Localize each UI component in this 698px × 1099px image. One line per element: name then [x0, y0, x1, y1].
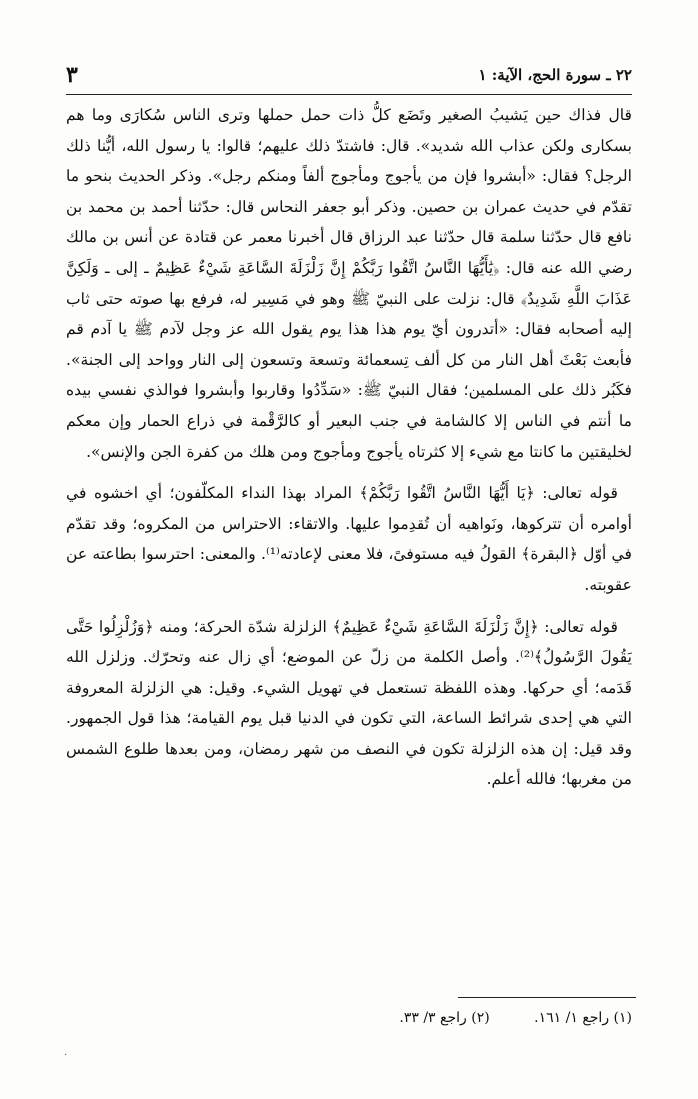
chapter-title: ٢٢ ـ سورة الحج، الآية: ١	[478, 66, 632, 84]
page-number: ٣	[66, 62, 78, 88]
paragraph-3: قوله تعالى: ﴿إِنَّ زَلْزَلَةَ السَّاعَةِ شَيْءٌ عَظِيمٌ﴾ الزلزلة شدّة الحركة؛ ومنه ﴿وَزُلْزِلُوا حَتَّى يَقُولَ الرَّسُولُ﴾⁽²⁾. وأصل الكلمة من زلّ عن الموضع؛ أي زال عنه وتحرّك. وزلزل الله قَدَمه؛ أي حركها. وهذه اللفظة تستعمل في تهويل الشيء. وقيل: هي الزلزلة المعروفة التي هي إحدى شرائط الساعة، التي تكون في الدنيا قبل يوم القيامة؛ هذا قول الجمهور. وقد قيل: إن هذه الزلزلة تكون في النصف من شهر رمضان، ومن بعدها طلوع الشمس من مغربها؛ فالله أعلم.	[66, 617, 632, 789]
page-body	[66, 100, 632, 795]
footnote-2: (٢) راجع ٣/ ٣٣.	[399, 1010, 490, 1026]
running-header	[66, 60, 632, 95]
paragraph-1: قال فذاك حين يَشيبُ الصغير وتَضَع كلُّ ذات حمل حملها وترى الناس سُكارَى وما هم بسكارى ولكن عذاب الله شديد». قال: فاشتدّ ذلك عليهم؛ قالوا: يا رسول الله، أيُّنا ذلك الرجل؟ فقال: «أبشروا فإن من يأجوج ومأجوج ألفاً ومنكم رجل». وذكر الحديث بنحو ما تقدّم في حديث عمران بن حصين. وذكر أبو جعفر النحاس قال: حدّثنا أحمد بن محمد بن نافع قال حدّثنا سلمة قال حدّثنا عبد الرزاق قال أخبرنا معمر عن قتادة عن أنس بن مالك رضي الله عنه قال: ﴿يَٰأَيُّهَا النَّاسُ اتَّقُوا رَبَّكُمْ إِنَّ زَلْزَلَةَ السَّاعَةِ شَيْءٌ عَظِيمٌ ـ إلى ـ وَلَكِنَّ عَذَابَ اللَّهِ شَدِيدٌ﴾ قال: نزلت على النبيّ ﷺ وهو في مَسِير له، فرفع بها صوته حتى ثاب إليه أصحابه فقال: «أتدرون أيّ يوم هذا هذا يوم يقول الله عز وجل لآدم ﷺ يا آدم قم فأبعث بَعْثَ أهل النار من كل ألف تِسعمائة وتسعة وتسعون إلى النار وواحد إلى الجنة». فكَبُر ذلك على المسلمين؛ فقال النبيّ ﷺ: «سَدِّدُوا وقاربوا وأبشروا فوالذي نفسي بيده ما أنتم في الناس إلا كالشامة في جنب البعير أو كالرَّقْمة في ذراع الحمار وإن معكم لخليقتين ما كانتا مع شيء إلا كثرتاه يأجوج ومأجوج ومن هلك من كفرة الجن والإنس».	[66, 106, 632, 461]
footnote-divider	[458, 997, 636, 998]
page-mark: ·	[64, 1050, 68, 1061]
paragraph-2: قوله تعالى: ﴿يَا أَيُّهَا النَّاسُ اتَّقُوا رَبَّكُمْ﴾ المراد بهذا النداء المكلّفون؛ أي اخشوه في أوامره أن تتركوها، ونَواهيه أن تُقدِموا عليها. والاتقاء: الاحتراس من المكروه؛ وقد تقدّم في أوّل ﴿البقرة﴾ القولُ فيه مستوفىً، فلا معنى لإعادته⁽¹⁾. والمعنى: احترسوا بطاعته عن عقوبته.	[66, 484, 632, 594]
footnote-1: (١) راجع ١/ ١٦١.	[534, 1010, 632, 1026]
footnotes	[359, 1010, 632, 1026]
